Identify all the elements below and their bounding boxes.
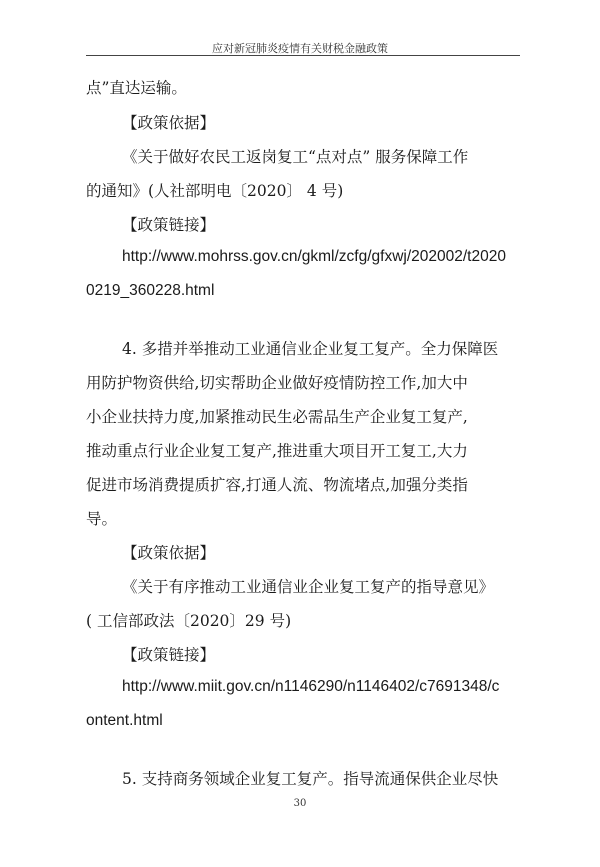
section-label-policy-basis: 【政策依据】 — [122, 114, 216, 132]
section-label-policy-basis: 【政策依据】 — [122, 544, 216, 562]
policy-link-url[interactable]: ontent.html — [86, 712, 163, 729]
text-line: 4. 多措并举推动工业通信业企业复工复产。全力保障医 — [122, 340, 499, 358]
policy-link-url[interactable]: http://www.mohrss.gov.cn/gkml/zcfg/gfxwj/202002/t2020 — [122, 248, 506, 265]
header-divider — [86, 55, 520, 56]
text-line: 的通知》(人社部明电〔2020〕 4 号) — [86, 182, 344, 200]
section-label-policy-link: 【政策链接】 — [122, 216, 216, 234]
text-line: 《关于有序推动工业通信业企业复工复产的指导意见》 — [122, 578, 495, 596]
text-line: 导。 — [86, 510, 118, 528]
text-line: 用防护物资供给,切实帮助企业做好疫情防控工作,加大中 — [86, 374, 468, 392]
section-label-policy-link: 【政策链接】 — [122, 646, 216, 664]
text-line: 5. 支持商务领域企业复工复产。指导流通保供企业尽快 — [122, 770, 499, 788]
text-line: 点”直达运输。 — [86, 79, 187, 97]
policy-link-url[interactable]: http://www.miit.gov.cn/n1146290/n1146402/c7691348/c — [122, 678, 500, 695]
text-line: 推动重点行业企业复工复产,推进重大项目开工复工,大力 — [86, 442, 468, 460]
text-line: 促进市场消费提质扩容,打通人流、物流堵点,加强分类指 — [86, 476, 468, 494]
running-header: 应对新冠肺炎疫情有关财税金融政策 — [212, 42, 388, 55]
page-number: 30 — [293, 798, 307, 809]
text-line: 《关于做好农民工返岗复工“点对点” 服务保障工作 — [122, 148, 469, 166]
policy-link-url[interactable]: 0219_360228.html — [86, 282, 215, 299]
text-line: 小企业扶持力度,加紧推动民生必需品生产企业复工复产, — [86, 408, 468, 426]
text-line: ( 工信部政法〔2020〕29 号) — [86, 612, 292, 630]
